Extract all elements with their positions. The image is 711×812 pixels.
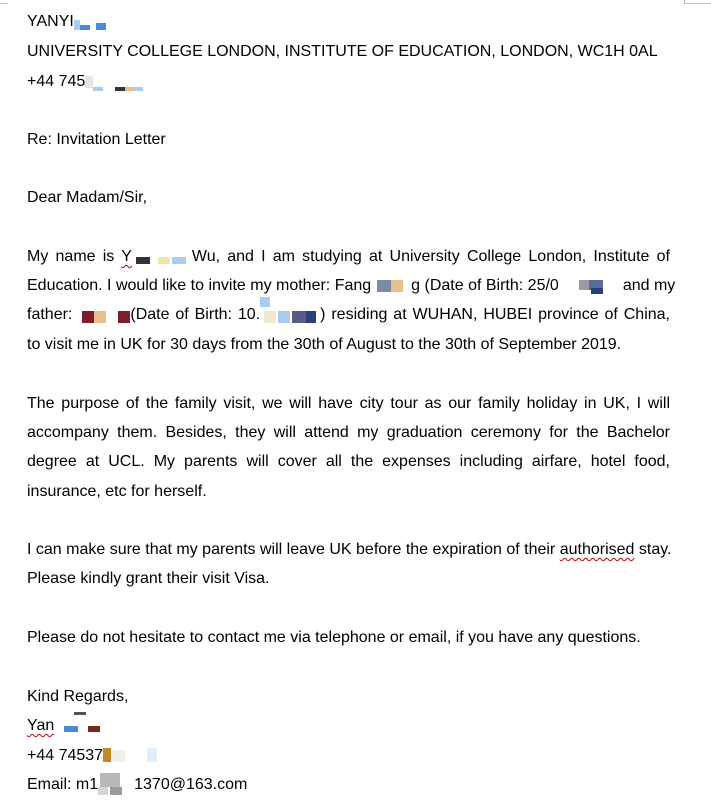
paragraph-1-line-3 xyxy=(27,304,670,326)
sender-name-text: YANYI xyxy=(27,13,74,30)
text-run: father: xyxy=(27,306,73,323)
subject-line: Re: Invitation Letter xyxy=(27,131,166,148)
redaction-mark xyxy=(98,777,134,793)
paragraph-2-line-2: accompany them. Besides, they will attend my graduation ceremony for the Bachelor xyxy=(27,424,670,441)
redaction-mark xyxy=(103,748,163,764)
paragraph-4: Please do not hesitate to contact me via telephone or email, if you have any questions. xyxy=(27,629,641,646)
redaction-mark xyxy=(54,718,104,734)
spellcheck-word: authorised xyxy=(559,541,635,558)
paragraph-3-line-2: Please kindly grant their visit Visa. xyxy=(27,570,270,587)
text-run: Y xyxy=(121,248,132,265)
redaction-mark xyxy=(559,278,623,294)
sender-name xyxy=(27,11,114,33)
sender-phone xyxy=(27,71,155,93)
closing-email xyxy=(27,774,247,796)
closing-phone xyxy=(27,745,163,767)
text-run: Education. I would like to invite my mother: Fang xyxy=(27,277,372,294)
signature-name-text: Yan xyxy=(27,717,55,734)
margin-corner-mark xyxy=(685,3,711,4)
paragraph-1-line-1 xyxy=(27,246,670,268)
redaction-mark xyxy=(371,278,411,294)
margin-corner-mark xyxy=(0,3,8,4)
redaction-mark xyxy=(132,249,192,265)
paragraph-2-line-4: insurance, etc for herself. xyxy=(27,483,207,500)
text-run: ) residing at WUHAN, HUBEI province of China, xyxy=(320,306,671,323)
text-run: (Date of Birth: 10. xyxy=(130,306,261,323)
paragraph-3-line-1 xyxy=(27,539,670,561)
closing-regards: Kind Regards, xyxy=(27,688,129,705)
sender-phone-text: +44 745 xyxy=(27,73,86,90)
paragraph-2-line-1: The purpose of the family visit, we will have city tour as our family holiday in UK, I will xyxy=(27,395,670,412)
paragraph-2-line-3: degree at UCL. My parents will cover all the expenses including airfare, hotel food, xyxy=(27,453,670,470)
text-run: My name is xyxy=(27,248,122,265)
salutation: Dear Madam/Sir, xyxy=(27,189,148,206)
redaction-mark xyxy=(72,307,130,323)
text-run: Wu, and I am studying at University College London, Institute of xyxy=(191,248,670,265)
redaction-mark xyxy=(85,74,155,90)
closing-name xyxy=(27,715,104,737)
text-run: g (Date of Birth: 25/0 xyxy=(411,277,559,294)
closing-phone-text: +44 74537 xyxy=(27,747,104,764)
redaction-mark xyxy=(260,307,320,323)
paragraph-1-line-4: to visit me in UK for 30 days from the 30th of August to the 30th of September 2019. xyxy=(27,336,622,353)
text-run: and my xyxy=(622,277,676,294)
margin-corner-mark xyxy=(684,0,685,4)
redaction-mark xyxy=(74,14,114,30)
email-text: 1370@163.com xyxy=(134,776,248,793)
paragraph-1-line-2 xyxy=(27,275,676,297)
email-text: Email: m1 xyxy=(27,776,99,793)
text-run xyxy=(121,248,192,265)
text-run: stay. xyxy=(634,541,672,558)
text-run: I can make sure that my parents will leave UK before the expiration of their xyxy=(27,541,560,558)
sender-address: UNIVERSITY COLLEGE LONDON, INSTITUTE OF EDUCATION, LONDON, WC1H 0AL xyxy=(27,43,658,60)
